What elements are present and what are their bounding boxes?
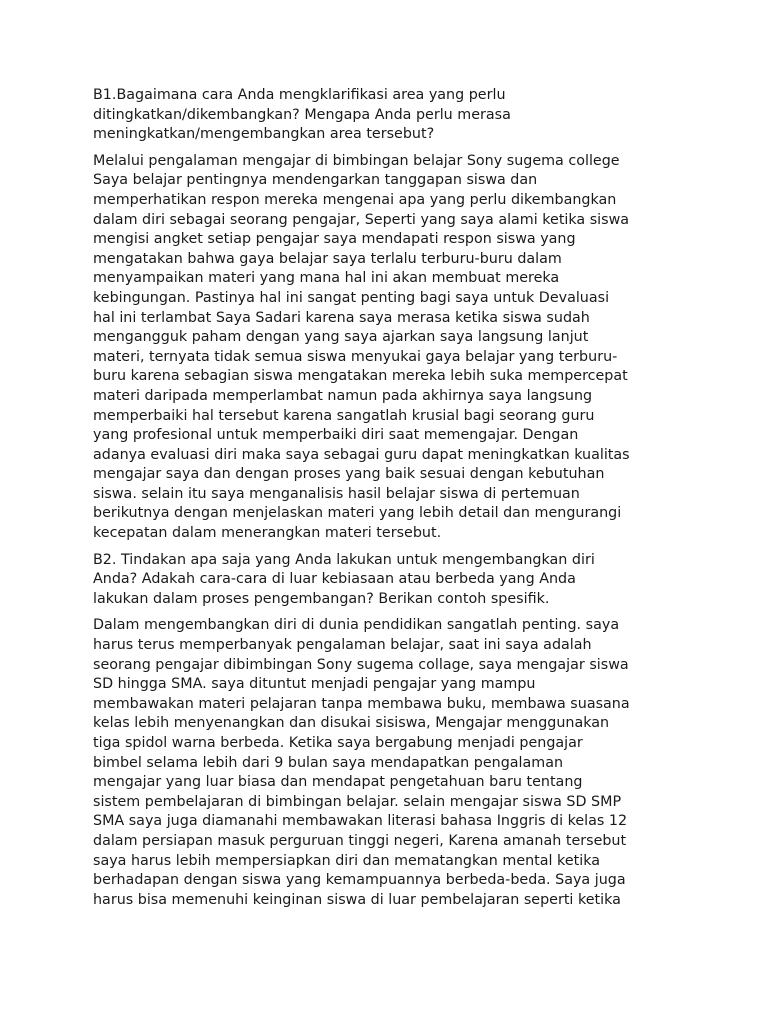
text-line: kebingungan. Pastinya hal ini sangat penting bagi saya untuk Devaluasi — [93, 289, 610, 306]
text-line: materi daripada memperlambat namun pada akhirnya saya langsung — [93, 387, 593, 404]
text-line: tiga spidol warna berbeda. Ketika saya bergabung menjadi pengajar — [93, 735, 583, 751]
text-line: buru karena sebagian siswa mengatakan mereka lebih suka mempercepat — [93, 368, 628, 385]
text-line: harus bisa memenuhi keinginan siswa di luar pembelajaran seperti ketika — [93, 891, 621, 908]
answer-paragraph — [93, 616, 683, 910]
text-line: bimbel selama lebih dari 9 bulan saya mendapatkan pengalaman — [93, 754, 564, 771]
text-line: B2. Tindakan apa saja yang Anda lakukan untuk mengembangkan diri — [93, 551, 595, 568]
text-line: SMA saya juga diamanahi membawakan literasi bahasa Inggris di kelas 12 — [93, 813, 628, 830]
text-line: sistem pembelajaran di bimbingan belajar. selain mengajar siswa SD SMP — [93, 793, 622, 810]
text-line: yang profesional untuk memperbaiki diri saat memengajar. Dengan — [93, 427, 579, 444]
document-body — [93, 86, 683, 917]
text-line: dalam persiapan masuk perguruan tinggi negeri, Karena amanah tersebut — [93, 832, 627, 849]
text-line: memperhatikan respon mereka mengenai apa yang perlu dikembangkan — [93, 191, 617, 208]
text-line: mengangguk paham dengan yang saya ajarkan saya langsung lanjut — [93, 329, 589, 346]
text-line: lakukan dalam proses pengembangan? Berikan contoh spesifik. — [93, 590, 550, 607]
text-line: Saya belajar pentingnya mendengarkan tanggapan siswa dan — [93, 172, 538, 189]
answer-paragraph — [93, 152, 683, 544]
text-line: materi, ternyata tidak semua siswa menyukai gaya belajar yang terburu- — [93, 348, 618, 365]
text-line: kecepatan dalam menerangkan materi tersebut. — [93, 525, 442, 542]
question-paragraph — [93, 551, 683, 610]
text-line: B1.Bagaimana cara Anda mengklarifikasi area yang perlu — [93, 87, 506, 103]
text-line: SD hingga SMA. saya dituntut menjadi pengajar yang mampu — [93, 676, 536, 693]
text-line: mengajar saya dan dengan proses yang baik sesuai dengan kebutuhan — [93, 466, 605, 483]
text-line: memperbaiki hal tersebut karena sangatlah krusial bagi seorang guru — [93, 407, 595, 424]
text-line: mengajar yang luar biasa dan mendapat pengetahuan baru tentang — [93, 774, 583, 791]
text-line: meningkatkan/mengembangkan area tersebut? — [93, 126, 435, 143]
text-line: Melalui pengalaman mengajar di bimbingan belajar Sony sugema college — [93, 152, 620, 169]
text-line: menyampaikan materi yang mana hal ini akan membuat mereka — [93, 270, 560, 287]
text-line: seorang pengajar dibimbingan Sony sugema collage, saya mengajar siswa — [93, 656, 629, 673]
text-line: membawakan materi pelajaran tanpa membawa buku, membawa suasana — [93, 695, 630, 712]
text-line: dalam diri sebagai seorang pengajar, Seperti yang saya alami ketika siswa — [93, 211, 630, 228]
question-paragraph — [93, 86, 683, 145]
text-line: Dalam mengembangkan diri di dunia pendidikan sangatlah penting. saya — [93, 617, 620, 634]
text-line: mengisi angket setiap pengajar saya mendapati respon siswa yang — [93, 231, 576, 248]
text-line: berikutnya dengan menjelaskan materi yang lebih detail dan mengurangi — [93, 505, 622, 522]
text-line: siswa. selain itu saya menganalisis hasil belajar siswa di pertemuan — [93, 485, 580, 502]
text-line: Anda? Adakah cara-cara di luar kebiasaan atau berbeda yang Anda — [93, 571, 576, 588]
text-line: saya harus lebih mempersiapkan diri dan mematangkan mental ketika — [93, 852, 600, 869]
text-line: ditingkatkan/dikembangkan? Mengapa Anda perlu merasa — [93, 106, 511, 123]
text-line: harus terus memperbanyak pengalaman belajar, saat ini saya adalah — [93, 637, 592, 654]
text-line: adanya evaluasi diri maka saya sebagai guru dapat meningkatkan kualitas — [93, 446, 630, 463]
text-line: kelas lebih menyenangkan dan disukai sisiswa, Mengajar menggunakan — [93, 715, 610, 732]
text-line: mengatakan bahwa gaya belajar saya terlalu terburu-buru dalam — [93, 250, 562, 267]
text-line: berhadapan dengan siswa yang kemampuannya berbeda-beda. Saya juga — [93, 872, 626, 889]
text-line: hal ini terlambat Saya Sadari karena saya merasa ketika siswa sudah — [93, 309, 590, 326]
